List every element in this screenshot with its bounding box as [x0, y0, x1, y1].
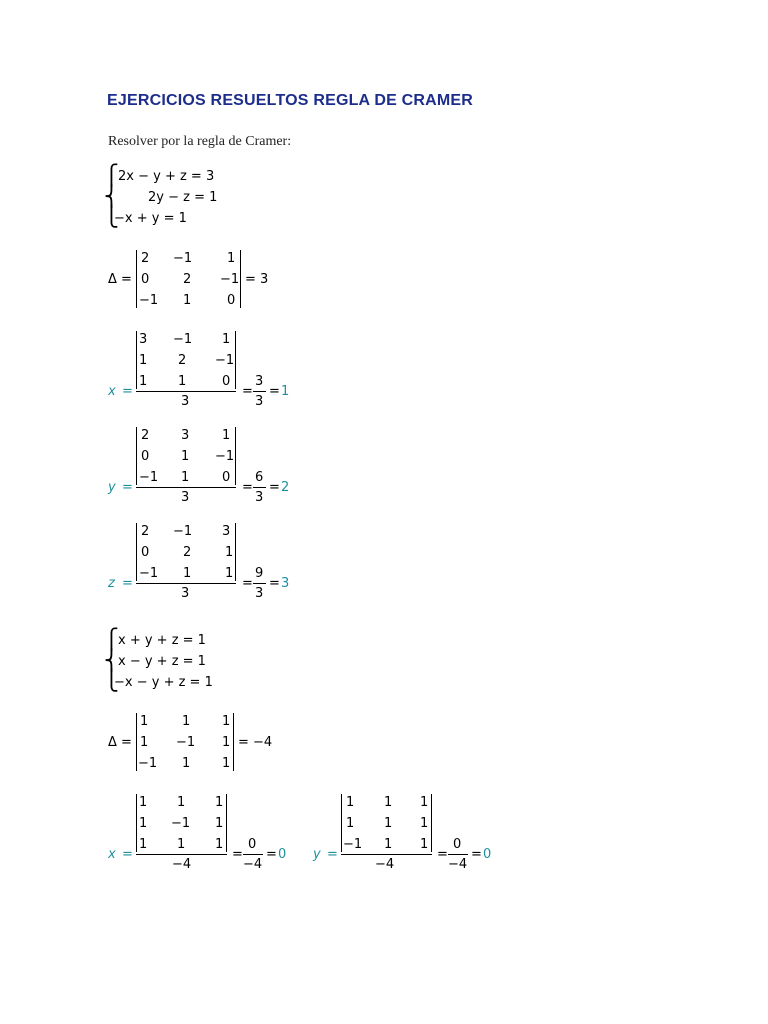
matrix-cell: −1 [343, 837, 363, 852]
matrix-cell: −1 [139, 566, 159, 581]
fraction-denominator: −4 [243, 857, 263, 872]
matrix-cell: 1 [222, 756, 231, 771]
matrix-cell: 1 [140, 714, 149, 729]
fraction-bar [243, 854, 263, 855]
equals-sign: = [242, 480, 253, 495]
equals-sign: = [471, 847, 482, 862]
matrix-cell: 0 [222, 374, 231, 389]
equals-sign: = [122, 847, 133, 862]
fraction-numerator: 3 [255, 374, 264, 389]
fraction-bar [136, 854, 227, 855]
var-label: y [108, 480, 116, 495]
matrix-cell: 2 [183, 545, 192, 560]
det-bar-left [136, 713, 137, 771]
matrix-cell: 1 [222, 428, 231, 443]
det-bar-right [431, 794, 432, 852]
det-bar-left [136, 794, 137, 852]
denominator: 3 [181, 586, 190, 601]
matrix-cell: −1 [220, 272, 240, 287]
matrix-cell: 1 [225, 545, 234, 560]
det-bar-left [136, 331, 137, 389]
det-bar-right [235, 427, 236, 485]
matrix-cell: 1 [346, 816, 355, 831]
fraction-bar [253, 391, 266, 392]
matrix-cell: 1 [420, 795, 429, 810]
det-bar-right [233, 713, 234, 771]
fraction-numerator: 6 [255, 470, 264, 485]
left-brace-icon: ⎧ [104, 627, 119, 651]
matrix-cell: −1 [139, 293, 159, 308]
det-bar-right [235, 523, 236, 581]
matrix-cell: 3 [181, 428, 190, 443]
matrix-cell: 1 [183, 293, 192, 308]
matrix-cell: −1 [139, 470, 159, 485]
matrix-cell: 2 [141, 251, 150, 266]
matrix-cell: 1 [215, 795, 224, 810]
fraction-bar [341, 854, 432, 855]
matrix-cell: −1 [173, 524, 193, 539]
equals-sign: = [269, 576, 280, 591]
matrix-cell: 2 [183, 272, 192, 287]
matrix-cell: 1 [222, 714, 231, 729]
fraction-denominator: 3 [255, 586, 264, 601]
matrix-cell: 1 [139, 837, 148, 852]
matrix-cell: 1 [139, 353, 148, 368]
matrix-cell: 1 [181, 449, 190, 464]
matrix-cell: 1 [346, 795, 355, 810]
equals-sign: = [242, 576, 253, 591]
var-label: y [313, 847, 321, 862]
matrix-cell: 0 [141, 272, 150, 287]
matrix-cell: 1 [177, 795, 186, 810]
matrix-cell: −1 [215, 449, 235, 464]
fraction-numerator: 0 [453, 837, 462, 852]
equals-sign: = [232, 847, 243, 862]
equals-sign: = [269, 480, 280, 495]
fraction-denominator: 3 [255, 394, 264, 409]
left-brace-mid-icon: ⎨ [104, 648, 119, 672]
fraction-numerator: 0 [248, 837, 257, 852]
result-value: 1 [281, 384, 290, 399]
matrix-cell: 1 [139, 816, 148, 831]
equation-1: x + y + z = 1 [118, 633, 206, 648]
fraction-denominator: −4 [448, 857, 468, 872]
fraction-bar [448, 854, 468, 855]
equals-sign: = [122, 576, 133, 591]
matrix-cell: −1 [173, 251, 193, 266]
matrix-cell: 1 [225, 566, 234, 581]
result-value: 3 [281, 576, 290, 591]
matrix-cell: 0 [222, 470, 231, 485]
matrix-cell: 1 [139, 374, 148, 389]
equals-sign: = [437, 847, 448, 862]
equals-sign: = [242, 384, 253, 399]
equals-sign: = [122, 384, 133, 399]
var-label: x [108, 847, 116, 862]
matrix-cell: 1 [227, 251, 236, 266]
matrix-cell: 1 [182, 756, 191, 771]
matrix-cell: 1 [178, 374, 187, 389]
matrix-cell: 3 [222, 524, 231, 539]
det-bar-left [136, 250, 137, 308]
result-value: 2 [281, 480, 290, 495]
matrix-cell: −1 [173, 332, 193, 347]
matrix-cell: 1 [384, 837, 393, 852]
matrix-cell: 1 [420, 837, 429, 852]
denominator: 3 [181, 394, 190, 409]
fraction-bar [136, 391, 236, 392]
equals-sign: = [327, 847, 338, 862]
matrix-cell: 0 [141, 545, 150, 560]
var-label: z [108, 576, 115, 591]
denominator: −4 [172, 857, 192, 872]
equation-2: x − y + z = 1 [118, 654, 206, 669]
fraction-numerator: 9 [255, 566, 264, 581]
matrix-cell: 1 [140, 735, 149, 750]
matrix-cell: 2 [141, 428, 150, 443]
det-bar-right [240, 250, 241, 308]
matrix-cell: 0 [227, 293, 236, 308]
matrix-cell: 3 [139, 332, 148, 347]
matrix-cell: 1 [222, 332, 231, 347]
matrix-cell: −1 [171, 816, 191, 831]
matrix-cell: 1 [181, 470, 190, 485]
denominator: −4 [375, 857, 395, 872]
left-brace-mid-icon: ⎨ [104, 184, 119, 208]
left-brace-icon: ⎧ [104, 163, 119, 187]
var-label: x [108, 384, 116, 399]
det-bar-right [235, 331, 236, 389]
denominator: 3 [181, 490, 190, 505]
equals-sign: = [266, 847, 277, 862]
left-brace-bottom-icon: ⎩ [104, 204, 119, 228]
matrix-cell: 1 [183, 566, 192, 581]
result-value: 0 [278, 847, 287, 862]
det-bar-left [136, 427, 137, 485]
fraction-denominator: 3 [255, 490, 264, 505]
det-result: = −4 [238, 735, 273, 750]
equation-3: −x + y = 1 [114, 211, 187, 226]
det-bar-right [226, 794, 227, 852]
equals-sign: = [269, 384, 280, 399]
equation-3: −x − y + z = 1 [114, 675, 213, 690]
page-title: EJERCICIOS RESUELTOS REGLA DE CRAMER [107, 92, 474, 109]
matrix-cell: 0 [141, 449, 150, 464]
equation-1: 2x − y + z = 3 [118, 169, 215, 184]
matrix-cell: 2 [178, 353, 187, 368]
result-value: 0 [483, 847, 492, 862]
matrix-cell: 2 [141, 524, 150, 539]
matrix-cell: 1 [139, 795, 148, 810]
matrix-cell: 1 [384, 816, 393, 831]
fraction-bar [136, 487, 236, 488]
matrix-cell: 1 [177, 837, 186, 852]
matrix-cell: 1 [420, 816, 429, 831]
delta-label: Δ = [108, 735, 132, 750]
matrix-cell: −1 [138, 756, 158, 771]
matrix-cell: −1 [215, 353, 235, 368]
det-bar-left [136, 523, 137, 581]
fraction-bar [253, 487, 266, 488]
matrix-cell: −1 [176, 735, 196, 750]
matrix-cell: 1 [182, 714, 191, 729]
det-result: = 3 [245, 272, 269, 287]
fraction-bar [136, 583, 236, 584]
matrix-cell: 1 [384, 795, 393, 810]
delta-label: Δ = [108, 272, 132, 287]
intro-text: Resolver por la regla de Cramer: [108, 134, 292, 149]
equals-sign: = [122, 480, 133, 495]
left-brace-bottom-icon: ⎩ [104, 668, 119, 692]
equation-2: 2y − z = 1 [148, 190, 218, 205]
matrix-cell: 1 [215, 837, 224, 852]
det-bar-left [341, 794, 342, 852]
fraction-bar [253, 583, 266, 584]
matrix-cell: 1 [215, 816, 224, 831]
matrix-cell: 1 [222, 735, 231, 750]
